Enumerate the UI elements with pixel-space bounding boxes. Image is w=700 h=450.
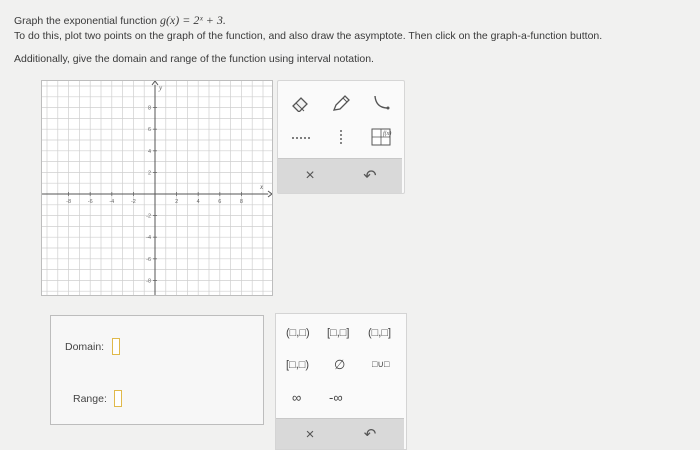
curve-tool-icon[interactable]	[366, 91, 396, 115]
x-tick-label: 8	[239, 199, 243, 205]
closed-closed-interval-button[interactable]: [□,□]	[327, 327, 350, 339]
x-tick-label: -2	[130, 199, 136, 205]
y-tick-label: 8	[147, 105, 151, 112]
open-open-interval-button[interactable]: (□,□)	[286, 327, 310, 339]
interval-symbol-panel	[275, 313, 407, 450]
function-expression: g(x) = 2ˣ + 3.	[159, 13, 226, 27]
y-tick-label: 6	[147, 127, 151, 134]
closed-open-interval-button[interactable]: [□,□)	[286, 359, 310, 371]
x-tick-label: 2	[175, 199, 179, 205]
x-tick-label: 4	[196, 199, 200, 205]
y-tick-label: 4	[147, 148, 151, 155]
instruction-line-2: To do this, plot two points on the graph of the function, and also draw the asymptote. Then click on the graph-a-function button.	[14, 30, 603, 42]
graph-function-icon[interactable]	[366, 125, 396, 149]
symbol-actions	[276, 418, 404, 449]
undo-answer-button[interactable]: ↶	[363, 426, 377, 443]
pencil-icon[interactable]	[326, 91, 356, 115]
range-label: Range:	[73, 393, 107, 405]
y-tick-label: 2	[147, 170, 151, 177]
dashed-line-icon[interactable]	[286, 125, 316, 149]
domain-range-panel	[50, 315, 264, 425]
y-tick-label: -2	[146, 213, 151, 220]
y-tick-label: -8	[146, 278, 151, 285]
x-tick-label: -4	[109, 199, 115, 205]
negative-infinity-button[interactable]: -∞	[329, 390, 343, 405]
graph-tool-panel	[277, 80, 405, 194]
svg-text:f(x): f(x)	[383, 131, 392, 137]
infinity-button[interactable]: ∞	[292, 390, 302, 405]
graph-canvas[interactable]	[41, 80, 273, 296]
clear-answer-button[interactable]: ×	[305, 425, 315, 443]
x-tick-label: -8	[66, 199, 72, 205]
undo-graph-button[interactable]: ↶	[363, 168, 377, 185]
x-tick-label: 6	[218, 199, 222, 205]
y-tick-label: -6	[146, 256, 151, 263]
x-tick-label: -6	[87, 199, 93, 205]
empty-set-button[interactable]: ∅	[334, 357, 346, 372]
instruction-prefix: Graph the exponential function	[14, 15, 160, 27]
union-button[interactable]: □∪□	[372, 359, 390, 369]
y-tick-label: -4	[146, 235, 151, 242]
instruction-line-3: Additionally, give the domain and range of the function using interval notation.	[14, 53, 374, 65]
domain-input[interactable]	[112, 338, 120, 355]
instruction-line-1	[14, 13, 226, 28]
graph-tool-actions	[278, 158, 402, 193]
open-closed-interval-button[interactable]: (□,□]	[368, 327, 392, 339]
y-axis-label: y	[159, 84, 163, 92]
domain-label: Domain:	[65, 341, 105, 353]
point-tool-icon[interactable]	[286, 91, 316, 115]
x-axis-label: x	[260, 183, 264, 191]
graph-grid[interactable]	[42, 81, 272, 295]
vertical-dashed-icon[interactable]	[326, 125, 356, 149]
clear-graph-button[interactable]: ×	[305, 167, 315, 184]
range-input[interactable]	[114, 390, 122, 407]
